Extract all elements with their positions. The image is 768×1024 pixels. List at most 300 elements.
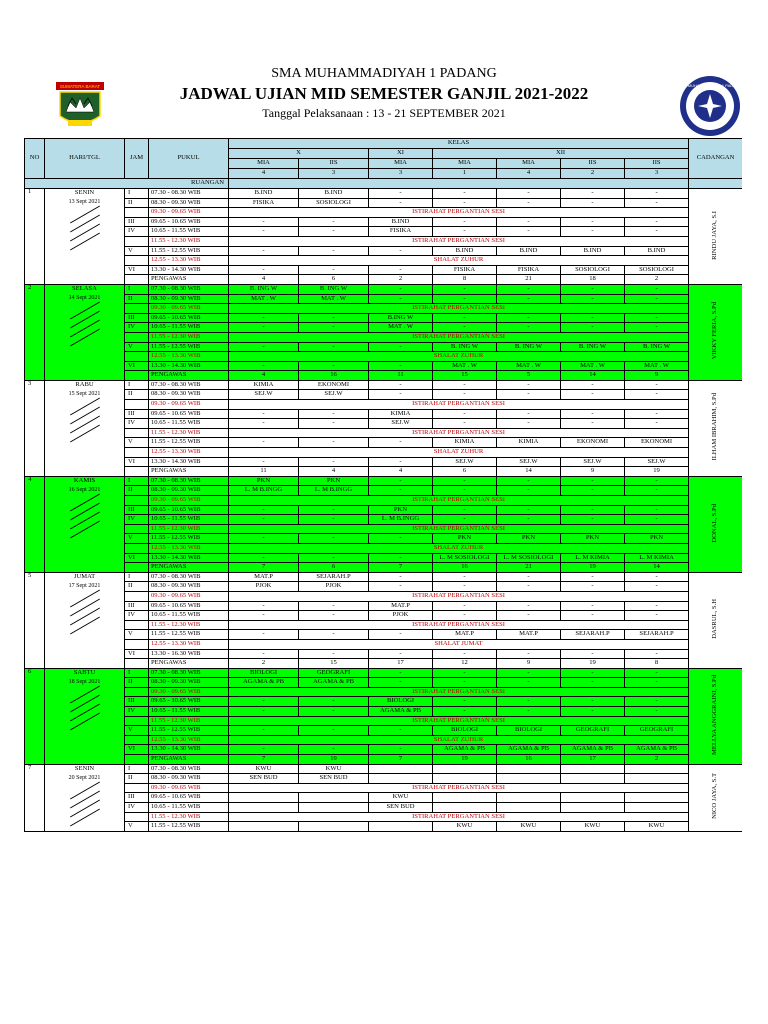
subject-cell: KIMIA xyxy=(433,438,497,448)
pengawas-count: 18 xyxy=(561,275,625,285)
break-time: 11.55 - 12.30 WIB xyxy=(149,236,229,246)
col-hari: HARI/TGL xyxy=(45,139,125,179)
day-name: SENIN xyxy=(74,189,95,196)
subject-cell: - xyxy=(561,323,625,333)
subject-cell: - xyxy=(433,582,497,592)
schedule-body xyxy=(25,189,743,832)
subject-cell: - xyxy=(229,323,299,333)
subject-cell: SEJARAH.P xyxy=(299,572,369,582)
table-row xyxy=(25,572,743,582)
session-time: 11.55 - 12.55 WIB xyxy=(149,342,229,352)
session-time: 08.30 - 09.30 WIB xyxy=(149,486,229,496)
session-time: 07.30 - 08.30 WIB xyxy=(149,380,229,390)
subject-cell: - xyxy=(433,572,497,582)
subject-cell: - xyxy=(369,649,433,659)
pengawas-count: 21 xyxy=(497,563,561,573)
session-time: 07.30 - 08.30 WIB xyxy=(149,284,229,294)
session-time: 13.30 - 14.30 WIB xyxy=(149,361,229,371)
table-row xyxy=(25,352,743,362)
subject-cell: - xyxy=(497,601,561,611)
diagonal-mark xyxy=(70,206,100,224)
pengawas-label: PENGAWAS xyxy=(149,659,229,669)
subject-cell: - xyxy=(369,265,433,275)
day-cell xyxy=(45,189,125,285)
break-jam-empty xyxy=(125,352,149,362)
subject-cell: KWU xyxy=(433,822,497,832)
diagonal-mark xyxy=(70,397,100,415)
pengawas-count: 16 xyxy=(299,371,369,381)
subject-cell: - xyxy=(433,486,497,496)
subject-cell: B. ING W xyxy=(497,342,561,352)
pengawas-count: 19 xyxy=(299,755,369,765)
diagonal-mark xyxy=(70,493,100,511)
subject-cell: - xyxy=(625,697,689,707)
table-row xyxy=(25,764,743,774)
subject-cell: AGAMA & PB xyxy=(229,678,299,688)
subject-cell: - xyxy=(561,582,625,592)
break-jam-empty xyxy=(125,783,149,793)
subject-cell: - xyxy=(433,409,497,419)
subject-cell: GEOGRAFI xyxy=(561,726,625,736)
session-number: II xyxy=(125,390,149,400)
subject-cell: - xyxy=(561,668,625,678)
session-number: II xyxy=(125,486,149,496)
subject-cell: B. ING W xyxy=(561,342,625,352)
break-label: ISTIRAHAT PERGANTIAN SESI xyxy=(229,332,689,342)
break-jam-empty xyxy=(125,639,149,649)
day-name: RABU xyxy=(75,380,94,388)
subject-cell: - xyxy=(229,342,299,352)
class-name: IIS xyxy=(299,159,369,169)
grade-xi: XI xyxy=(369,149,433,159)
subject-cell: - xyxy=(229,409,299,419)
cadangan-name: RINDU JAYA, S.I xyxy=(711,210,719,260)
subject-cell: PKN xyxy=(229,476,299,486)
emblem-banner-text: SUMATERA BARAT xyxy=(59,84,101,89)
schedule-table xyxy=(24,138,742,832)
subject-cell: - xyxy=(497,313,561,323)
room-number: 3 xyxy=(299,169,369,179)
pengawas-count: 14 xyxy=(561,371,625,381)
diagonal-mark xyxy=(70,589,100,607)
break-time: 11.55 - 12.30 WIB xyxy=(149,620,229,630)
subject-cell: SEJARAH.P xyxy=(561,630,625,640)
diagonal-mark xyxy=(70,224,100,242)
subject-cell: EKONOMI xyxy=(299,380,369,390)
table-row xyxy=(25,524,743,534)
school-logo-text: SMA MUHAMMADIYAH 1 PADANG xyxy=(678,83,742,88)
cadangan-name: DASRUL, S.H xyxy=(711,599,719,639)
break-jam-empty xyxy=(125,716,149,726)
room-number: 4 xyxy=(497,169,561,179)
subject-cell: - xyxy=(497,227,561,237)
day-name: JUMAT xyxy=(73,572,96,580)
table-row xyxy=(25,687,743,697)
subject-cell: - xyxy=(433,294,497,304)
pengawas-count: 11 xyxy=(369,371,433,381)
pengawas-count: 15 xyxy=(433,371,497,381)
break-jam-empty xyxy=(125,687,149,697)
session-time: 13.30 - 14.30 WIB xyxy=(149,457,229,467)
table-row xyxy=(25,390,743,400)
break-label: SHALAT ZUHUR xyxy=(229,543,689,553)
break-jam-empty xyxy=(125,428,149,438)
subject-cell: - xyxy=(497,323,561,333)
pengawas-count: 15 xyxy=(299,659,369,669)
subject-cell: - xyxy=(299,505,369,515)
subject-cell: GEOGRAFI xyxy=(299,668,369,678)
subject-cell: B. ING W xyxy=(299,284,369,294)
subject-cell: - xyxy=(497,611,561,621)
session-number: V xyxy=(125,534,149,544)
subject-cell: MAT.P xyxy=(369,601,433,611)
session-time: 08.30 - 09.30 WIB xyxy=(149,198,229,208)
subject-cell: SEJARAH.P xyxy=(625,630,689,640)
break-jam-empty xyxy=(125,524,149,534)
subject-cell: AGAMA & PB xyxy=(369,707,433,717)
day-number: 4 xyxy=(25,476,45,572)
session-number: III xyxy=(125,313,149,323)
subject-cell: SEJ.W xyxy=(229,390,299,400)
pengawas-count: 9 xyxy=(625,371,689,381)
break-jam-empty xyxy=(125,735,149,745)
subject-cell: - xyxy=(561,601,625,611)
subject-cell: - xyxy=(299,246,369,256)
room-number: 4 xyxy=(229,169,299,179)
table-row xyxy=(25,419,743,429)
subject-cell: - xyxy=(369,198,433,208)
subject-cell: - xyxy=(299,515,369,525)
break-jam-empty xyxy=(125,208,149,218)
session-number: VI xyxy=(125,361,149,371)
subject-cell: B. ING W xyxy=(625,342,689,352)
pengawas-count: 19 xyxy=(433,755,497,765)
subject-cell: - xyxy=(625,515,689,525)
subject-cell: KIMIA xyxy=(497,438,561,448)
subject-cell: - xyxy=(229,515,299,525)
session-number: I xyxy=(125,572,149,582)
subject-cell: - xyxy=(625,227,689,237)
pengawas-count: 6 xyxy=(299,275,369,285)
subject-cell: B.IND xyxy=(625,246,689,256)
table-row xyxy=(25,332,743,342)
session-time: 08.30 - 09.30 WIB xyxy=(149,390,229,400)
day-cell xyxy=(45,476,125,572)
subject-cell: - xyxy=(625,707,689,717)
subject-cell: - xyxy=(625,217,689,227)
subject-cell: - xyxy=(229,553,299,563)
session-time: 09.65 - 10.65 WIB xyxy=(149,505,229,515)
subject-cell: - xyxy=(433,419,497,429)
session-number: III xyxy=(125,601,149,611)
pengawas-count: 16 xyxy=(433,563,497,573)
table-row xyxy=(25,236,743,246)
table-row xyxy=(25,563,743,573)
subject-cell: - xyxy=(433,668,497,678)
subject-cell xyxy=(497,764,561,774)
table-row xyxy=(25,793,743,803)
subject-cell: FISIKA xyxy=(369,227,433,237)
pengawas-count: 12 xyxy=(433,659,497,669)
session-number: II xyxy=(125,774,149,784)
session-number: VI xyxy=(125,745,149,755)
subject-cell xyxy=(625,793,689,803)
day-cell xyxy=(45,764,125,831)
subject-cell: - xyxy=(299,611,369,621)
subject-cell: - xyxy=(299,323,369,333)
subject-cell: SEJ.W xyxy=(561,457,625,467)
pengawas-count: 4 xyxy=(229,275,299,285)
break-label: SHALAT ZUHUR xyxy=(229,256,689,266)
subject-cell: - xyxy=(625,419,689,429)
col-jam: JAM xyxy=(125,139,149,179)
subject-cell: PKN xyxy=(497,534,561,544)
subject-cell: - xyxy=(369,572,433,582)
subject-cell xyxy=(433,774,497,784)
table-row xyxy=(25,543,743,553)
day-number: 2 xyxy=(25,284,45,380)
subject-cell: - xyxy=(497,198,561,208)
subject-cell: - xyxy=(299,601,369,611)
subject-cell: - xyxy=(369,476,433,486)
session-time: 11.55 - 12.55 WIB xyxy=(149,438,229,448)
session-time: 10.65 - 11.55 WIB xyxy=(149,611,229,621)
table-row xyxy=(25,304,743,314)
day-date: 20 Sept 2021 xyxy=(68,774,101,781)
session-time: 11.55 - 12.55 WIB xyxy=(149,630,229,640)
diagonal-mark xyxy=(70,328,100,346)
subject-cell: - xyxy=(299,707,369,717)
table-row xyxy=(25,496,743,506)
subject-cell: - xyxy=(229,246,299,256)
pengawas-count: 9 xyxy=(497,659,561,669)
session-number: III xyxy=(125,697,149,707)
table-row xyxy=(25,783,743,793)
subject-cell xyxy=(561,803,625,813)
session-time: 09.65 - 10.65 WIB xyxy=(149,313,229,323)
subject-cell: - xyxy=(497,284,561,294)
session-number: II xyxy=(125,582,149,592)
subject-cell: - xyxy=(369,380,433,390)
subject-cell: - xyxy=(369,745,433,755)
subject-cell: AGAMA & PB xyxy=(299,678,369,688)
subject-cell: BIOLOGI xyxy=(497,726,561,736)
break-jam-empty xyxy=(125,448,149,458)
subject-cell: - xyxy=(497,678,561,688)
day-cell xyxy=(45,572,125,668)
subject-cell: SEJ.W xyxy=(433,457,497,467)
subject-cell: MAT.P xyxy=(229,572,299,582)
subject-cell: - xyxy=(299,457,369,467)
subject-cell: PJOK xyxy=(229,582,299,592)
subject-cell: B. ING W xyxy=(433,342,497,352)
schedule-table-wrapper xyxy=(24,138,742,958)
page-title: JADWAL UJIAN MID SEMESTER GANJIL 2021-2022 xyxy=(179,84,589,103)
cadangan-cell xyxy=(689,764,742,831)
subject-cell xyxy=(229,822,299,832)
day-name: SENIN xyxy=(74,764,95,772)
subject-cell: - xyxy=(229,438,299,448)
session-time: 08.30 - 09.30 WIB xyxy=(149,582,229,592)
subject-cell: - xyxy=(433,284,497,294)
cadangan-cell xyxy=(689,380,742,476)
subject-cell: - xyxy=(625,294,689,304)
break-label: SHALAT ZUHUR xyxy=(229,352,689,362)
subject-cell: - xyxy=(561,707,625,717)
session-number: VI xyxy=(125,457,149,467)
session-time: 13.30 - 14.30 WIB xyxy=(149,553,229,563)
pengawas-count: 4 xyxy=(229,371,299,381)
table-row xyxy=(25,428,743,438)
session-number: V xyxy=(125,246,149,256)
subject-cell: - xyxy=(433,380,497,390)
diagonal-mark xyxy=(70,233,100,251)
diagonal-mark xyxy=(70,616,100,634)
grade-x: X xyxy=(229,149,369,159)
break-time: 11.55 - 12.30 WIB xyxy=(149,812,229,822)
room-number: 1 xyxy=(433,169,497,179)
day-number: 7 xyxy=(25,764,45,831)
ruangan-cadangan-spacer xyxy=(689,179,742,189)
break-jam-empty xyxy=(125,496,149,506)
pengawas-jam-empty xyxy=(125,275,149,285)
subject-cell: SEJ.W xyxy=(497,457,561,467)
session-number: II xyxy=(125,294,149,304)
subject-cell: L. M B.INGG xyxy=(229,486,299,496)
subject-cell: - xyxy=(369,630,433,640)
subject-cell: - xyxy=(229,611,299,621)
table-row xyxy=(25,505,743,515)
subject-cell: - xyxy=(625,678,689,688)
day-number: 3 xyxy=(25,380,45,476)
session-time: 09.65 - 10.65 WIB xyxy=(149,601,229,611)
session-time: 10.65 - 11.55 WIB xyxy=(149,803,229,813)
session-time: 11.55 - 12.55 WIB xyxy=(149,246,229,256)
table-row xyxy=(25,716,743,726)
table-row xyxy=(25,198,743,208)
subject-cell: - xyxy=(625,649,689,659)
pengawas-jam-empty xyxy=(125,467,149,477)
subject-cell: - xyxy=(229,726,299,736)
subject-cell: B.IND xyxy=(229,189,299,199)
pengawas-count: 11 xyxy=(229,467,299,477)
pengawas-count: 7 xyxy=(229,563,299,573)
session-number: VI xyxy=(125,265,149,275)
subject-cell: SEN BUD xyxy=(369,803,433,813)
pengawas-count: 14 xyxy=(497,467,561,477)
session-number: IV xyxy=(125,323,149,333)
table-row xyxy=(25,284,743,294)
pengawas-label: PENGAWAS xyxy=(149,755,229,765)
break-jam-empty xyxy=(125,304,149,314)
subject-cell xyxy=(625,803,689,813)
session-time: 10.65 - 11.55 WIB xyxy=(149,707,229,717)
subject-cell: - xyxy=(299,409,369,419)
subject-cell xyxy=(299,803,369,813)
subject-cell: - xyxy=(561,390,625,400)
day-number: 6 xyxy=(25,668,45,764)
subject-cell: SEN BUD xyxy=(299,774,369,784)
subject-cell: - xyxy=(299,745,369,755)
subject-cell: - xyxy=(369,246,433,256)
subject-cell: - xyxy=(369,438,433,448)
subject-cell: SOSIOLOGI xyxy=(625,265,689,275)
pengawas-count: 17 xyxy=(561,755,625,765)
session-time: 10.65 - 11.55 WIB xyxy=(149,515,229,525)
table-row xyxy=(25,812,743,822)
pengawas-count: 17 xyxy=(369,659,433,669)
subject-cell: PKN xyxy=(625,534,689,544)
session-time: 10.65 - 11.55 WIB xyxy=(149,419,229,429)
subject-cell: - xyxy=(561,515,625,525)
session-number: IV xyxy=(125,611,149,621)
subject-cell: - xyxy=(229,745,299,755)
subject-cell: AGAMA & PB xyxy=(497,745,561,755)
session-time: 08.30 - 09.30 WIB xyxy=(149,774,229,784)
subject-cell: - xyxy=(625,476,689,486)
subject-cell: BIOLOGI xyxy=(433,726,497,736)
col-pukul: PUKUL xyxy=(149,139,229,179)
subject-cell: - xyxy=(229,227,299,237)
diagonal-mark xyxy=(70,310,100,328)
diagonal-mark xyxy=(70,520,100,538)
subject-cell: KWU xyxy=(229,764,299,774)
subject-cell: L. M B.INGG xyxy=(299,486,369,496)
break-time: 09.30 - 09.65 WIB xyxy=(149,496,229,506)
break-time: 12.55 - 13.30 WIB xyxy=(149,448,229,458)
pengawas-count: 6 xyxy=(433,467,497,477)
subject-cell: - xyxy=(299,217,369,227)
session-number: VI xyxy=(125,649,149,659)
session-time: 13.30 - 16.30 WIB xyxy=(149,649,229,659)
cadangan-cell xyxy=(689,668,742,764)
subject-cell xyxy=(497,793,561,803)
subject-cell: B.IND xyxy=(497,246,561,256)
subject-cell: - xyxy=(229,707,299,717)
session-number: II xyxy=(125,198,149,208)
subject-cell: - xyxy=(299,697,369,707)
subject-cell: - xyxy=(369,582,433,592)
session-number: II xyxy=(125,678,149,688)
table-row xyxy=(25,313,743,323)
subject-cell: PKN xyxy=(369,505,433,515)
break-label: ISTIRAHAT PERGANTIAN SESI xyxy=(229,428,689,438)
subject-cell: - xyxy=(229,697,299,707)
break-time: 09.30 - 09.65 WIB xyxy=(149,400,229,410)
subject-cell: - xyxy=(433,678,497,688)
subject-cell: - xyxy=(497,419,561,429)
subject-cell: - xyxy=(561,678,625,688)
table-row xyxy=(25,323,743,333)
table-row xyxy=(25,467,743,477)
col-cadangan: CADANGAN xyxy=(689,139,742,179)
table-row xyxy=(25,534,743,544)
document-header xyxy=(0,0,768,140)
table-row xyxy=(25,591,743,601)
col-kelas: KELAS xyxy=(229,139,689,149)
subject-cell: - xyxy=(369,342,433,352)
subject-cell: - xyxy=(625,409,689,419)
table-row xyxy=(25,246,743,256)
table-row xyxy=(25,409,743,419)
table-row xyxy=(25,438,743,448)
subject-cell: B.IND xyxy=(369,217,433,227)
table-row xyxy=(25,649,743,659)
session-time: 09.65 - 10.65 WIB xyxy=(149,217,229,227)
session-time: 07.30 - 08.30 WIB xyxy=(149,572,229,582)
diagonal-mark xyxy=(70,607,100,625)
day-number: 5 xyxy=(25,572,45,668)
